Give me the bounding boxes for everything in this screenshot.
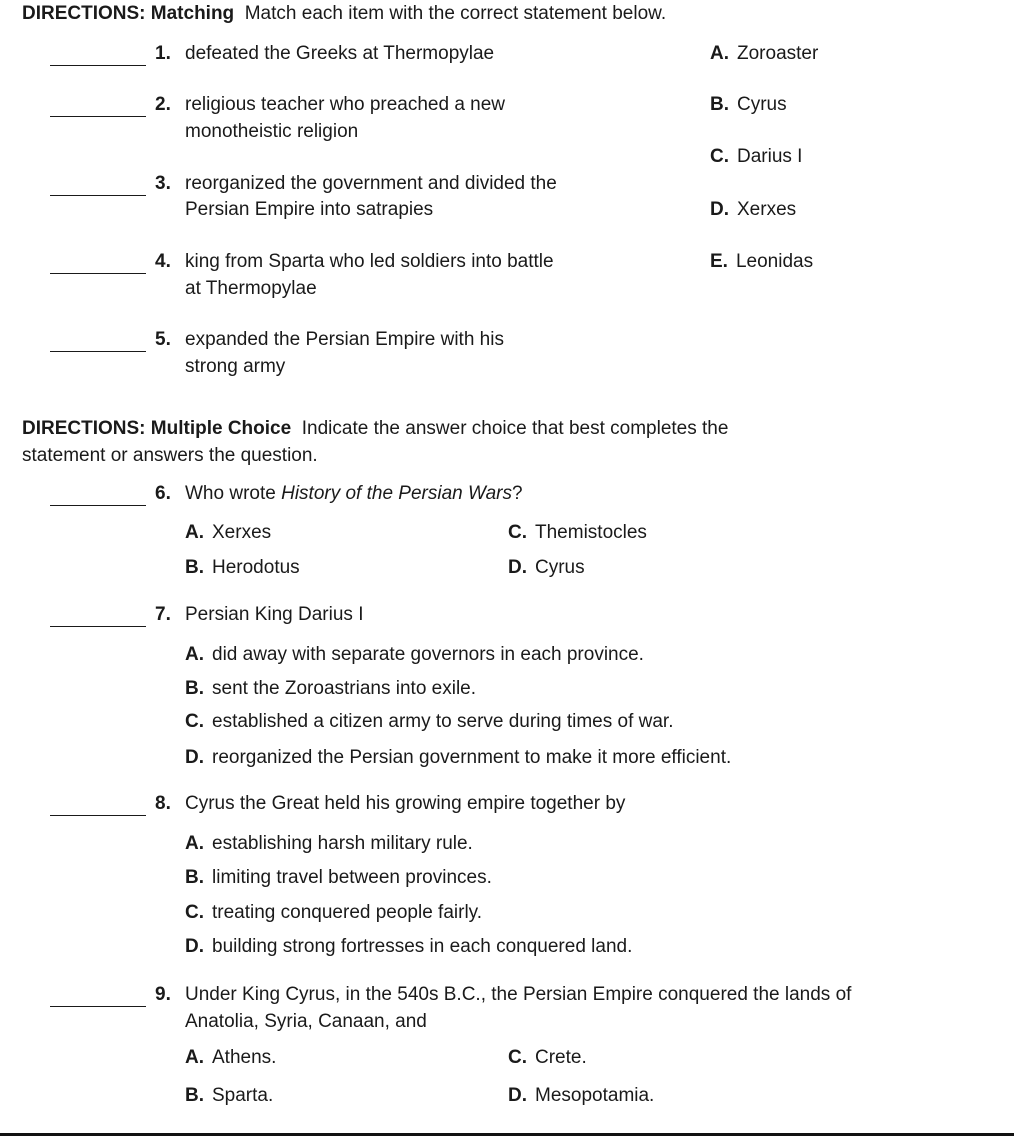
option-letter: D. bbox=[508, 557, 527, 578]
option-text: Crete. bbox=[535, 1047, 587, 1068]
mc-directions-text-cont: statement or answers the question. bbox=[22, 445, 318, 466]
choice-d bbox=[710, 197, 796, 223]
answer-blank-6[interactable] bbox=[50, 505, 146, 506]
mc-directions bbox=[22, 416, 728, 442]
choice-a bbox=[710, 41, 818, 67]
answer-blank-2[interactable] bbox=[50, 116, 146, 117]
item-number: 9. bbox=[155, 984, 171, 1005]
option-letter: A. bbox=[185, 833, 204, 854]
item-number: 1. bbox=[155, 43, 171, 64]
option-text: Sparta. bbox=[212, 1085, 274, 1106]
book-title: History of the Persian Wars bbox=[281, 483, 512, 504]
choice-e bbox=[710, 249, 813, 275]
question-9: Under King Cyrus, in the 540s B.C., the Persian Empire conquered the lands of bbox=[185, 984, 852, 1005]
question-6 bbox=[185, 481, 523, 507]
item-number: 3. bbox=[155, 173, 171, 194]
option-text: did away with separate governors in each province. bbox=[212, 644, 644, 665]
item-number: 4. bbox=[155, 251, 171, 272]
question-9-cont: Anatolia, Syria, Canaan, and bbox=[185, 1011, 427, 1032]
option bbox=[185, 1083, 273, 1109]
option-letter: A. bbox=[185, 522, 204, 543]
option-letter: A. bbox=[185, 644, 204, 665]
option-letter: B. bbox=[185, 867, 204, 888]
option-letter: C. bbox=[508, 522, 527, 543]
option-text: established a citizen army to serve during times of war. bbox=[212, 711, 674, 732]
option bbox=[185, 865, 492, 891]
option bbox=[185, 520, 271, 546]
q-text: Who wrote bbox=[185, 483, 282, 504]
option-text: Xerxes bbox=[212, 522, 272, 543]
q-text: ? bbox=[512, 483, 523, 504]
option bbox=[185, 934, 632, 960]
item-number: 7. bbox=[155, 604, 171, 625]
option bbox=[185, 555, 300, 581]
mc-directions-label: DIRECTIONS: Multiple Choice bbox=[22, 418, 292, 439]
choice-letter: A. bbox=[710, 43, 729, 64]
option bbox=[508, 1083, 654, 1109]
option-text: Cyrus bbox=[535, 557, 585, 578]
option-text: establishing harsh military rule. bbox=[212, 833, 473, 854]
option bbox=[185, 676, 476, 702]
answer-blank-4[interactable] bbox=[50, 273, 146, 274]
matching-directions-text: Match each item with the correct statement below. bbox=[244, 3, 667, 24]
choice-text: Zoroaster bbox=[737, 43, 819, 64]
item-number: 2. bbox=[155, 94, 171, 115]
answer-blank-5[interactable] bbox=[50, 351, 146, 352]
choice-letter: E. bbox=[710, 251, 728, 272]
choice-text: Cyrus bbox=[737, 94, 787, 115]
option bbox=[508, 555, 585, 581]
option-letter: B. bbox=[185, 1085, 204, 1106]
choice-text: Xerxes bbox=[737, 199, 797, 220]
option-letter: C. bbox=[185, 711, 204, 732]
item-number: 8. bbox=[155, 793, 171, 814]
option-letter: D. bbox=[508, 1085, 527, 1106]
answer-blank-8[interactable] bbox=[50, 815, 146, 816]
option bbox=[185, 745, 731, 771]
choice-letter: D. bbox=[710, 199, 729, 220]
option-letter: C. bbox=[508, 1047, 527, 1068]
mc-directions-text: Indicate the answer choice that best completes the bbox=[301, 418, 729, 439]
matching-item-3-cont: Persian Empire into satrapies bbox=[185, 199, 434, 220]
bottom-rule bbox=[0, 1133, 1014, 1136]
choice-c bbox=[710, 144, 802, 170]
option-letter: B. bbox=[185, 557, 204, 578]
answer-blank-1[interactable] bbox=[50, 65, 146, 66]
option-text: Herodotus bbox=[212, 557, 300, 578]
choice-letter: C. bbox=[710, 146, 729, 167]
matching-directions-label: DIRECTIONS: Matching bbox=[22, 3, 235, 24]
option-letter: A. bbox=[185, 1047, 204, 1068]
option bbox=[185, 709, 673, 735]
answer-blank-9[interactable] bbox=[50, 1006, 146, 1007]
option-text: Mesopotamia. bbox=[535, 1085, 655, 1106]
question-7: Persian King Darius I bbox=[185, 604, 364, 625]
answer-blank-7[interactable] bbox=[50, 626, 146, 627]
matching-item-4: king from Sparta who led soldiers into battle bbox=[185, 251, 554, 272]
option-text: treating conquered people fairly. bbox=[212, 902, 483, 923]
choice-text: Darius I bbox=[737, 146, 803, 167]
option-text: Themistocles bbox=[535, 522, 647, 543]
option-letter: D. bbox=[185, 936, 204, 957]
option-letter: D. bbox=[185, 747, 204, 768]
matching-item-2-cont: monotheistic religion bbox=[185, 121, 359, 142]
matching-item-5-cont: strong army bbox=[185, 356, 286, 377]
option-text: reorganized the Persian government to make it more efficient. bbox=[212, 747, 732, 768]
answer-blank-3[interactable] bbox=[50, 195, 146, 196]
option bbox=[185, 900, 482, 926]
option bbox=[508, 520, 647, 546]
question-8: Cyrus the Great held his growing empire together by bbox=[185, 793, 626, 814]
option bbox=[185, 1045, 276, 1071]
choice-b bbox=[710, 92, 787, 118]
item-number: 6. bbox=[155, 483, 171, 504]
choice-text: Leonidas bbox=[735, 251, 814, 272]
option-letter: C. bbox=[185, 902, 204, 923]
option bbox=[185, 831, 473, 857]
matching-item-5: expanded the Persian Empire with his bbox=[185, 329, 504, 350]
item-number: 5. bbox=[155, 329, 171, 350]
matching-item-4-cont: at Thermopylae bbox=[185, 278, 317, 299]
option-text: sent the Zoroastrians into exile. bbox=[212, 678, 477, 699]
option-text: limiting travel between provinces. bbox=[212, 867, 492, 888]
matching-directions bbox=[22, 1, 666, 27]
option-text: building strong fortresses in each conquered land. bbox=[212, 936, 633, 957]
matching-item-2: religious teacher who preached a new bbox=[185, 94, 506, 115]
choice-letter: B. bbox=[710, 94, 729, 115]
option-text: Athens. bbox=[212, 1047, 277, 1068]
matching-item-1: defeated the Greeks at Thermopylae bbox=[185, 43, 495, 64]
option bbox=[508, 1045, 587, 1071]
option-letter: B. bbox=[185, 678, 204, 699]
option bbox=[185, 642, 644, 668]
matching-item-3: reorganized the government and divided the bbox=[185, 173, 557, 194]
